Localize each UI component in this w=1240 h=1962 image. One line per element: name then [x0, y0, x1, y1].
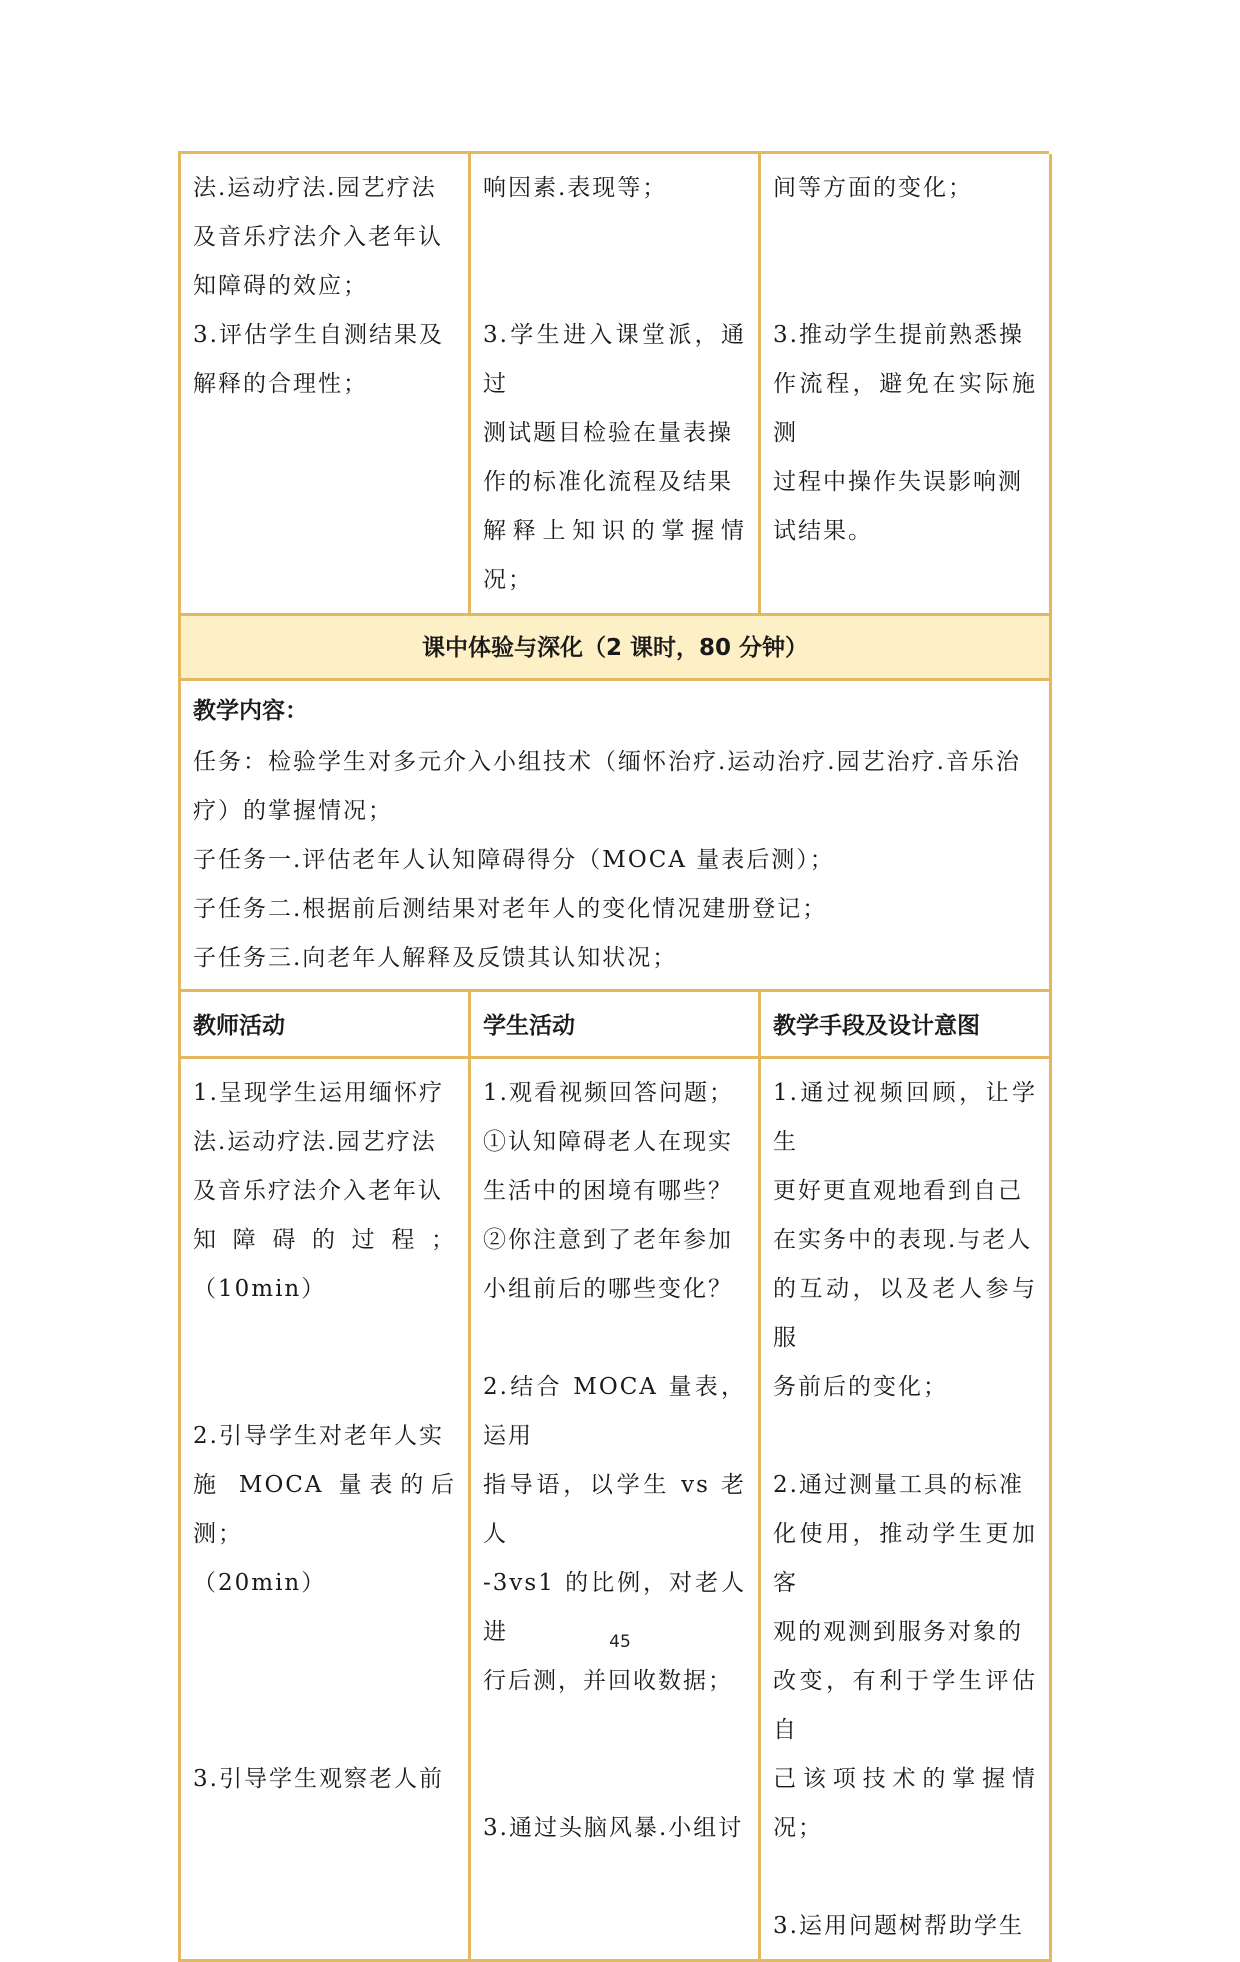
section-title: 课中体验与深化（2 课时，80 分钟） [181, 616, 1052, 681]
text-line: 3.通过头脑风暴.小组讨 [483, 1815, 744, 1841]
text-line: 及音乐疗法介入老年认 [193, 224, 443, 250]
column-header-student: 学生活动 [471, 992, 761, 1059]
text-line: 及音乐疗法介入老年认 [193, 1178, 443, 1204]
text-line: 3.评估学生自测结果及 [193, 322, 444, 348]
text-line: 知障碍的效应； [193, 273, 368, 299]
lesson-plan-table [178, 151, 1049, 1962]
text-line: 在实务中的表现.与老人 [773, 1227, 1033, 1253]
text-line: 的互动，以及老人参与服 [773, 1276, 1037, 1351]
teacher-activities [181, 1059, 471, 1962]
design-cell-prev [761, 154, 1052, 616]
text-line: 测试题目检验在量表操 [483, 420, 733, 446]
text-line: 解释的合理性； [193, 371, 368, 397]
column-header-design: 教学手段及设计意图 [761, 992, 1052, 1059]
content-line: 子任务二.根据前后测结果对老年人的变化情况建册登记； [193, 896, 828, 922]
text-line: （20min） [193, 1570, 327, 1596]
text-line: 改变，有利于学生评估自 [773, 1668, 1037, 1743]
teaching-content [181, 681, 1052, 992]
student-activities [471, 1059, 761, 1962]
text-line: 试结果。 [773, 518, 873, 544]
text-line: 小组前后的哪些变化？ [483, 1276, 733, 1302]
text-line: 作的标准化流程及结果 [483, 469, 733, 495]
column-header-teacher: 教师活动 [181, 992, 471, 1059]
text-line: 指导语，以学生 vs 老人 [483, 1472, 746, 1547]
text-line: 化使用，推动学生更加客 [773, 1521, 1037, 1596]
text-line: 生活中的困境有哪些？ [483, 1178, 733, 1204]
text-line: 2.结合 MOCA 量表，运用 [483, 1374, 746, 1449]
text-line: 务前后的变化； [773, 1374, 948, 1400]
text-line: 2.引导学生对老年人实 [193, 1423, 444, 1449]
text-line: ②你注意到了老年参加 [483, 1227, 733, 1253]
text-line: 行后测，并回收数据； [483, 1668, 733, 1694]
text-line: 过程中操作失误影响测 [773, 469, 1023, 495]
content-line: 任务：检验学生对多元介入小组技术（缅怀治疗.运动治疗.园艺治疗.音乐治 [193, 749, 1021, 775]
text-line: 己该项技术的掌握情况； [773, 1766, 1037, 1841]
text-line: 观的观测到服务对象的 [773, 1619, 1023, 1645]
text-line: 施 MOCA 量表的后测； [193, 1472, 456, 1547]
teaching-content-heading: 教学内容： [193, 698, 308, 724]
text-line: 法.运动疗法.园艺疗法 [193, 175, 437, 201]
content-line: 疗）的掌握情况； [193, 798, 393, 824]
text-line: 3.推动学生提前熟悉操 [773, 322, 1024, 348]
text-line: 更好更直观地看到自己 [773, 1178, 1023, 1204]
content-line: 子任务三.向老年人解释及反馈其认知状况； [193, 945, 678, 971]
text-line: 1.呈现学生运用缅怀疗 [193, 1080, 444, 1106]
text-line: 作流程，避免在实际施测 [773, 371, 1037, 446]
design-intent [761, 1059, 1052, 1962]
text-line: ①认知障碍老人在现实 [483, 1129, 733, 1155]
text-line: 2.通过测量工具的标准 [773, 1472, 1024, 1498]
text-line: 解释上知识的掌握情况； [483, 518, 746, 593]
text-line: 3.学生进入课堂派，通过 [483, 322, 746, 397]
text-line: 1.通过视频回顾，让学生 [773, 1080, 1037, 1155]
text-line: 法.运动疗法.园艺疗法 [193, 1129, 437, 1155]
text-line: -3vs1 的比例，对老人进 [483, 1570, 746, 1645]
text-line: 3.运用问题树帮助学生 [773, 1913, 1024, 1939]
student-cell-prev [471, 154, 761, 616]
text-line: 响因素.表现等； [483, 175, 668, 201]
page-number: 45 [609, 1632, 631, 1652]
text-line: 3.引导学生观察老人前 [193, 1766, 444, 1792]
text-line: 知障碍的过程；（10min） [193, 1227, 456, 1302]
text-line: 1.观看视频回答问题； [483, 1080, 734, 1106]
content-line: 子任务一.评估老年人认知障碍得分（MOCA 量表后测）； [193, 847, 835, 873]
teacher-cell-prev [181, 154, 471, 616]
text-line: 间等方面的变化； [773, 175, 973, 201]
